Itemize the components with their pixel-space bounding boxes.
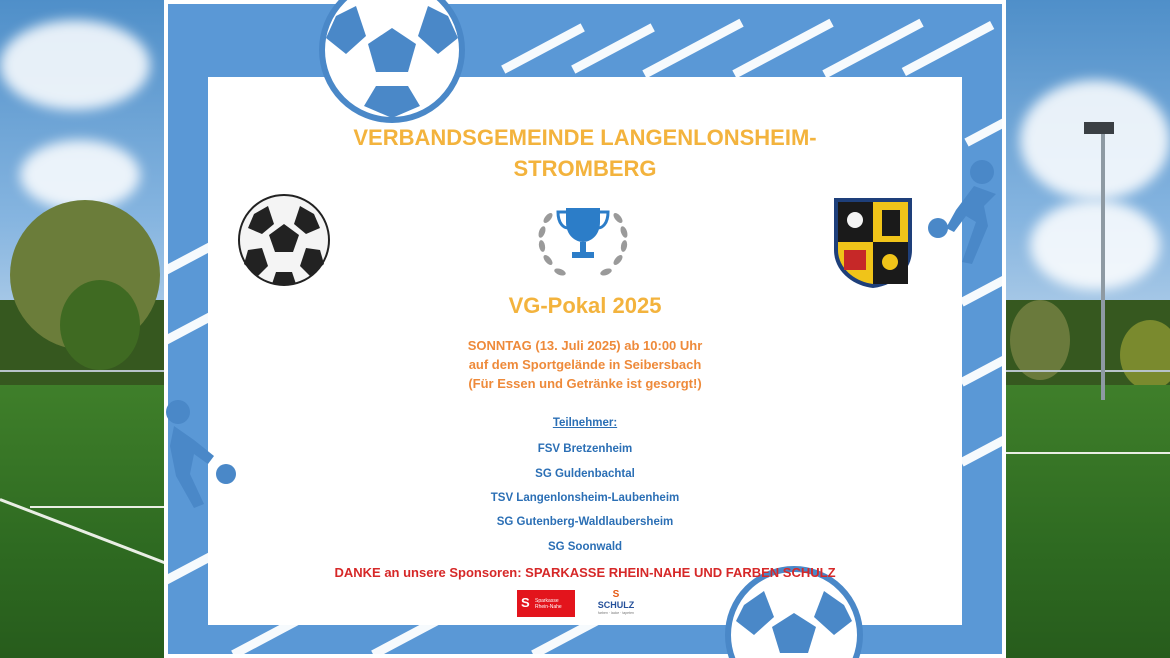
fence	[0, 370, 164, 392]
sparkasse-s-icon: S	[521, 595, 530, 610]
poster	[164, 0, 1006, 658]
event-date-time: SONNTAG (13. Juli 2025) ab 10:00 Uhr	[467, 338, 703, 353]
trophy-icon	[528, 188, 638, 288]
schulz-tagline: farben · lacke · tapeten	[598, 611, 634, 615]
cloud	[1030, 200, 1160, 290]
tree	[60, 280, 140, 370]
sparkasse-name: Sparkasse	[535, 598, 559, 604]
participant-team: SG Soonwald	[547, 541, 623, 553]
cloud	[0, 20, 150, 110]
floodlight	[1084, 122, 1114, 134]
schulz-name: SCHULZ	[597, 600, 635, 610]
stripe	[642, 19, 743, 79]
stripe	[732, 19, 833, 79]
participants-heading: Teilnehmer:	[552, 417, 618, 429]
tree	[1010, 300, 1070, 380]
sponsors-thanks: DANKE an unsere Sponsoren: SPARKASSE RHEIN-NAHE UND FARBEN SCHULZ	[334, 565, 836, 580]
field-line	[1006, 452, 1170, 454]
title-line-2: STROMBERG	[513, 156, 657, 181]
poster-frame	[168, 4, 1002, 654]
participant-team: SG Guldenbachtal	[535, 468, 635, 480]
participant-team: TSV Langenlonsheim-Laubenheim	[490, 492, 680, 504]
schulz-logo	[594, 590, 638, 620]
event-title: VG-Pokal 2025	[508, 293, 662, 318]
sparkasse-region: Rhein-Nahe	[535, 604, 562, 610]
coat-of-arms-icon	[832, 196, 914, 290]
soccer-ball-icon	[316, 0, 468, 124]
event-catering-note: (Für Essen und Getränke ist gesorgt!)	[468, 376, 702, 391]
schulz-mark-icon: S	[612, 589, 620, 600]
floodlight-pole	[1101, 130, 1105, 400]
poster-title	[164, 122, 1006, 184]
sparkasse-logo	[517, 590, 575, 617]
fence	[1006, 370, 1170, 392]
participant-team: SG Gutenberg-Waldlaubersheim	[496, 516, 674, 528]
soccer-ball-icon	[236, 192, 332, 288]
event-location: auf dem Sportgelände in Seibersbach	[468, 357, 702, 372]
title-line-1: VERBANDSGEMEINDE LANGENLONSHEIM-	[353, 125, 817, 150]
field-line	[30, 506, 164, 508]
event-info	[164, 336, 1006, 393]
participant-team: FSV Bretzenheim	[537, 443, 633, 455]
cloud	[1020, 80, 1170, 200]
